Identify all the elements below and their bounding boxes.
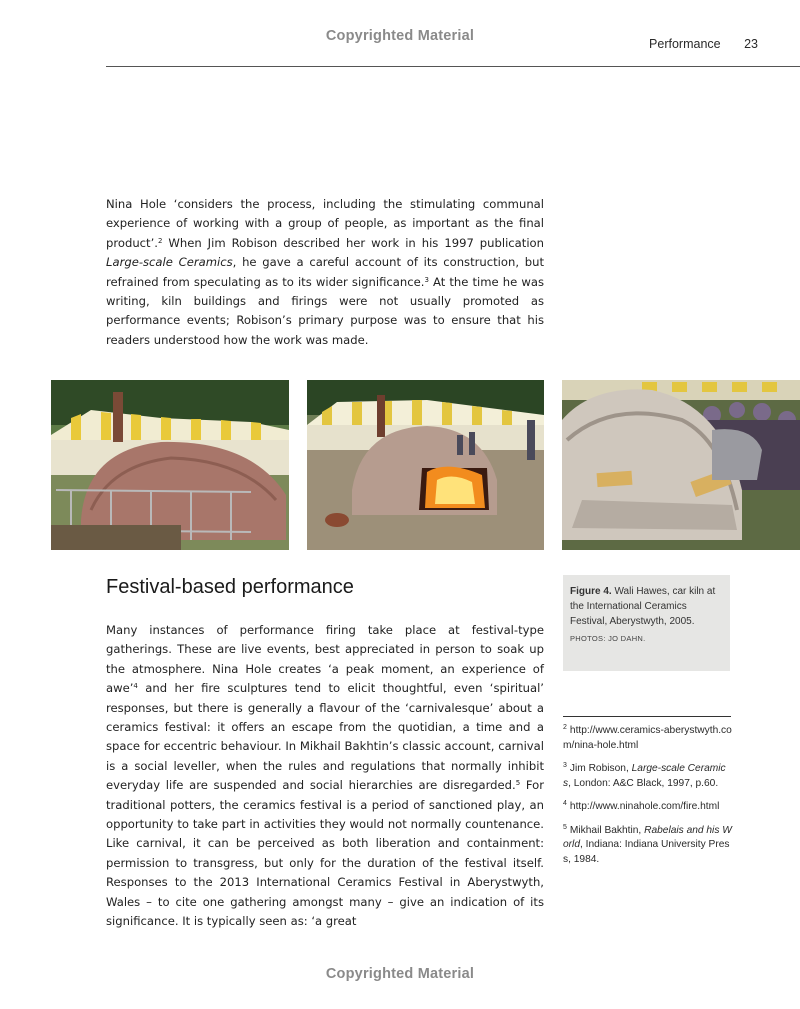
- footnote-text: Jim Robison,: [569, 763, 632, 774]
- body-paragraph-2: [106, 621, 544, 932]
- figure-label: Figure 4.: [570, 586, 612, 597]
- footnote-book-title: Large-scale Ceramics: [563, 763, 726, 789]
- footnote-4: [563, 800, 733, 815]
- footnote-2: [563, 724, 733, 753]
- footnote-number: 3: [563, 762, 567, 769]
- footnote-rule: [563, 716, 731, 717]
- photo-credit: PHOTOS: JO DAHN.: [570, 634, 646, 643]
- caption-text: Wali Hawes, car kiln at the International Ceramics Festival, Aberystwyth, 2005.: [570, 586, 716, 627]
- footnote-text: , London: A&C Black, 1997, p.60.: [568, 777, 719, 789]
- footnote-number: 4: [563, 800, 567, 807]
- footnotes: [563, 724, 733, 876]
- photo-car-kiln-firing: [307, 380, 544, 550]
- header-rule: [106, 66, 800, 67]
- footnote-3: [563, 762, 733, 791]
- text-run: Nina Hole ‘considers the process, including the stimulating communal experience of working with a group of people, as important as the final product’.: [106, 197, 544, 250]
- book-title: Large-scale Ceramics: [106, 255, 233, 270]
- footnote-ref-4: 4: [133, 682, 138, 691]
- footnote-text: , Indiana: Indiana University Press, 1984.: [563, 839, 730, 865]
- footnote-text: Mikhail Bakhtin,: [569, 824, 645, 836]
- text-run: When Jim Robison described her work in his 1997 publication: [162, 235, 544, 250]
- footnote-ref-2: 2: [157, 236, 163, 245]
- footnote-number: 2: [563, 724, 567, 731]
- photo-car-kiln-1: [51, 380, 289, 550]
- watermark-top: Copyrighted Material: [325, 28, 475, 44]
- footnote-ref-5: 5: [515, 779, 521, 788]
- footnote-ref-3: 3: [424, 275, 429, 284]
- footnote-5: [563, 824, 733, 868]
- footnote-book-title: Rabelais and his World: [563, 824, 732, 850]
- section-heading: Festival-based performance: [106, 576, 354, 598]
- page-number: 23: [744, 37, 758, 51]
- watermark-bottom: Copyrighted Material: [325, 966, 475, 982]
- text-run: For traditional potters, the ceramics festival is a period of sanctioned play, an opportunity to take part in activities they would not normally countenance. Like carnival, it can be perceived as both liberation and containment: permission to transgress, but only for the duration of the festival itself. Responses to the 2013 International Ceramics Festival in Aberystwyth, Wales – to cite one gathering amongst many – give an indication of its significance. It is typically seen as: ‘a great: [106, 778, 545, 929]
- figure-caption: [563, 575, 730, 671]
- photo-car-kiln-fired: [562, 380, 800, 550]
- text-run: Many instances of performance firing take place at festival-type gatherings. These are live events, best appreciated in person to soak up the atmosphere. Nina Hole creates ‘a peak moment, an experience of awe’: [106, 623, 544, 696]
- footnote-link[interactable]: http://www.ninahole.com/fire.html: [569, 801, 720, 812]
- text-run: and her fire sculptures tend to elicit thoughtful, even ‘spiritual’ responses, but there is generally a flavour of the ‘carnivalesque’ about a ceramics festival: it offers an escape from the quotidian, a time and a space for eccentric behaviour. In Mikhail Bakhtin’s classic account, carnival is a social leveller, when the rules and regulations that normally inhibit everyday life are suspended and social hierarchies are disregarded.: [106, 681, 544, 793]
- text-run: At the time he was writing, kiln buildings and firings were not usually promoted as performance events; Robison’s primary purpose was to ensure that his readers understood how the work was made.: [106, 274, 544, 347]
- footnote-link[interactable]: http://www.ceramics-aberystwyth.com/nina-hole.html: [563, 725, 732, 751]
- text-run: , he gave a careful account of its construction, but refrained from speculating as to its wider significance.: [106, 255, 544, 289]
- body-paragraph-1: [106, 195, 544, 350]
- header-section-title: Performance: [649, 37, 721, 51]
- footnote-number: 5: [563, 823, 567, 831]
- running-header: [649, 37, 758, 51]
